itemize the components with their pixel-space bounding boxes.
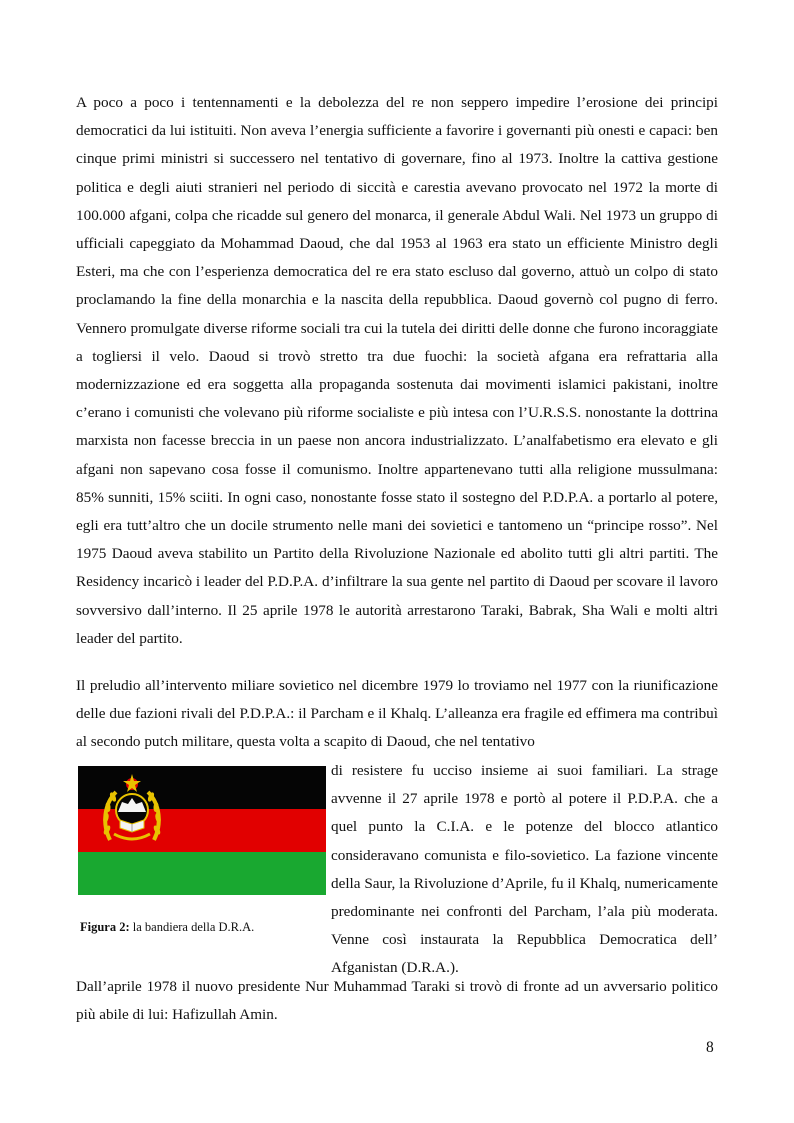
figure-caption-text: la bandiera della D.R.A. bbox=[129, 920, 255, 934]
paragraph-3: Dall’aprile 1978 il nuovo presidente Nur Muhammad Taraki si trovò di fronte ad un avversario politico più abile di lui: Hafizullah Amin. bbox=[76, 978, 718, 1024]
dra-flag-image bbox=[78, 766, 326, 895]
figure-caption bbox=[80, 918, 254, 936]
dra-emblem-icon bbox=[96, 772, 168, 850]
paragraph-2-wrapped-text: di resistere fu ucciso insieme ai suoi familiari. La strage avvenne il 27 aprile 1978 e portò al potere il P.D.P.A. che a quel punto la C.I.A. e le potenze del blocco atlantico consideravano comunista e filo-sovietico. La fazione vincente della Saur, la Rivoluzione d’Aprile, fu il Khalq, numericamente predominante nei confronti del Parcham, l’ala più moderata. Venne così instaurata la Repubblica Democratica dell’ Afganistan (D.R.A.). bbox=[331, 762, 718, 977]
figure-caption-label: Figura 2: bbox=[80, 920, 130, 934]
paragraph-1: A poco a poco i tentennamenti e la debolezza del re non seppero impedire l’erosione dei principi democratici da lui istituiti. Non aveva l’energia sufficiente a favorire i governanti più onesti e capaci: ben cinque primi ministri si successero nel tentativo di governare, fino al 1973. Inoltre la cattiva gestione politica e degli aiuti stranieri nel periodo di siccità e carestia avevano provocato nel 1972 la morte di 100.000 afgani, colpa che ricadde sul genero del monarca, il generale Abdul Wali. Nel 1973 un gruppo di ufficiali capeggiato da Mohammad Daoud, che dal 1953 al 1963 era stato un efficiente Ministro degli Esteri, ma che con l’esperienza democratica del re era stato escluso dal governo, attuò un colpo di stato proclamando la fine della monarchia e la nascita della repubblica. Daoud governò col pugno di ferro. Vennero promulgate diverse riforme sociali tra cui la tutela dei diritti delle donne che furono incoraggiate a togliersi il velo. Daoud si trovò stretto tra due fuochi: la società afgana era refrattaria alla modernizzazione ed era soggetta alla propaganda sostenuta dai movimenti islamici pakistani, inoltre c’erano i comunisti che volevano più riforme socialiste e più intesa con l’U.R.S.S. nonostante la dottrina marxista non facesse breccia in un paese non ancora industrializzato. L’analfabetismo era elevato e gli afgani non sapevano cosa fosse il comunismo. Inoltre appartenevano tutti alla religione mussulmana: 85% sunniti, 15% sciiti. In ogni caso, nonostante fosse stato il sostegno del P.D.P.A. a portarlo al potere, egli era tutt’altro che un docile strumento nelle mani dei sovietici e tantomeno un “principe rosso”. Nel 1975 Daoud aveva stabilito un Partito della Rivoluzione Nazionale ed abolito tutti gli altri partiti. The Residency incaricò i leader del P.D.P.A. d’infiltrare la sua gente nel partito di Daoud per scovare il lavoro sovversivo dall’interno. Il 25 aprile 1978 le autorità arrestarono Taraki, Babrak, Sha Wali e molti altri leader del partito. bbox=[76, 94, 718, 647]
page-number: 8 bbox=[706, 1039, 714, 1056]
flag-green-band bbox=[78, 852, 326, 895]
paragraph-2: Il preludio all’intervento miliare sovietico nel dicembre 1979 lo troviamo nel 1977 con la riunificazione delle due fazioni rivali del P.D.P.A.: il Parcham e il Khalq. L’alleanza era fragile ed effimera ma contribuì al secondo putch militare, questa volta a scapito di Daoud, che nel tentativo bbox=[76, 677, 718, 751]
